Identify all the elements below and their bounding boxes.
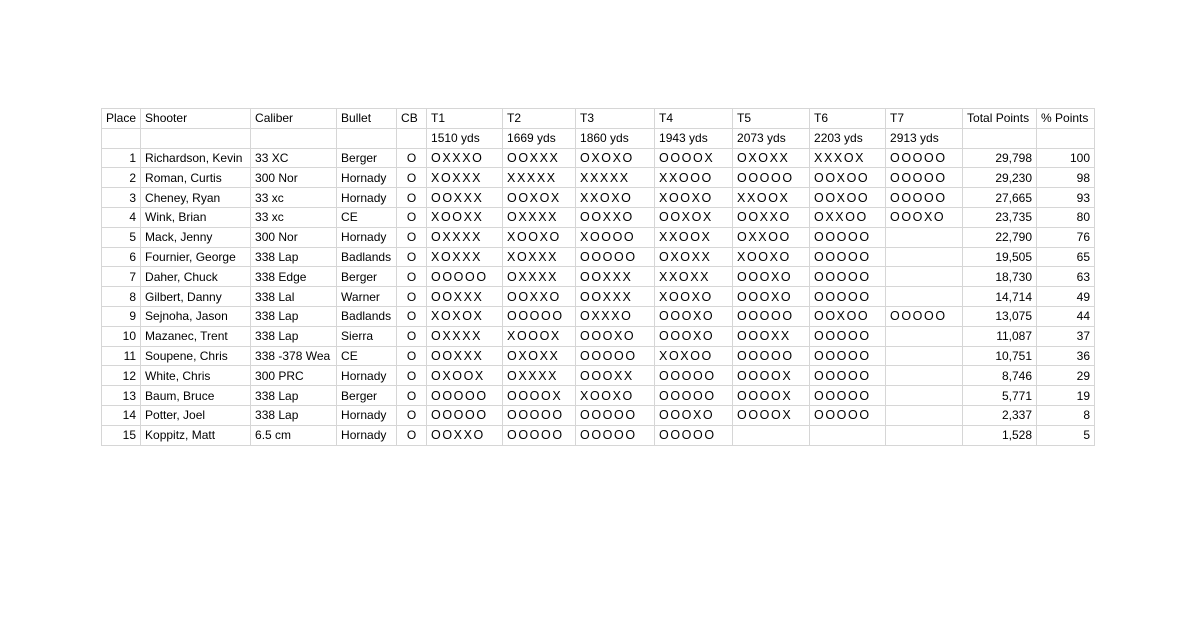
shots-t7-cell[interactable]: OOOXO bbox=[886, 207, 963, 227]
pct-points-cell[interactable]: 44 bbox=[1037, 306, 1095, 326]
shots-t2-cell[interactable]: XXXXX bbox=[503, 168, 576, 188]
shots-t2-cell[interactable]: OXXXX bbox=[503, 267, 576, 287]
shots-t1-cell[interactable]: OXXXO bbox=[427, 148, 503, 168]
table-row bbox=[102, 287, 1095, 307]
total-points-cell[interactable]: 18,730 bbox=[963, 267, 1037, 287]
caliber-cell[interactable]: 300 Nor bbox=[251, 168, 337, 188]
header-total-points[interactable]: Total Points bbox=[963, 109, 1037, 129]
shots-t3-cell[interactable]: OOOOO bbox=[576, 425, 655, 445]
total-points-cell[interactable]: 29,230 bbox=[963, 168, 1037, 188]
shots-t1-cell[interactable]: OOXXO bbox=[427, 425, 503, 445]
total-points-cell[interactable]: 10,751 bbox=[963, 346, 1037, 366]
shooter-cell[interactable]: Baum, Bruce bbox=[141, 386, 251, 406]
cb-cell[interactable]: O bbox=[397, 287, 427, 307]
shots-t7-cell[interactable] bbox=[886, 247, 963, 267]
shots-t5-cell[interactable]: XOOXO bbox=[733, 247, 810, 267]
caliber-cell[interactable]: 338 Edge bbox=[251, 267, 337, 287]
header-t4[interactable]: T4 bbox=[655, 109, 733, 129]
shots-t7-cell[interactable] bbox=[886, 386, 963, 406]
bullet-cell[interactable]: Berger bbox=[337, 148, 397, 168]
table-row bbox=[102, 168, 1095, 188]
shots-t4-cell[interactable]: OOOXO bbox=[655, 405, 733, 425]
shots-t4-cell[interactable]: OOOOO bbox=[655, 425, 733, 445]
cb-cell[interactable]: O bbox=[397, 267, 427, 287]
cb-cell[interactable]: O bbox=[397, 326, 427, 346]
shots-t5-cell[interactable]: OOOXX bbox=[733, 326, 810, 346]
empty-cell[interactable] bbox=[1037, 128, 1095, 148]
bullet-cell[interactable]: Badlands bbox=[337, 306, 397, 326]
table-row bbox=[102, 247, 1095, 267]
cb-cell[interactable]: O bbox=[397, 366, 427, 386]
shots-t3-cell[interactable]: XXOXO bbox=[576, 188, 655, 208]
shots-t7-cell[interactable] bbox=[886, 267, 963, 287]
shooter-cell[interactable]: Mack, Jenny bbox=[141, 227, 251, 247]
caliber-cell[interactable]: 338 Lal bbox=[251, 287, 337, 307]
total-points-cell[interactable]: 1,528 bbox=[963, 425, 1037, 445]
pct-points-cell[interactable]: 80 bbox=[1037, 207, 1095, 227]
table-body bbox=[102, 109, 1095, 446]
distance-t7[interactable]: 2913 yds bbox=[886, 128, 963, 148]
shots-t4-cell[interactable]: OOOOX bbox=[655, 148, 733, 168]
shots-t7-cell[interactable] bbox=[886, 425, 963, 445]
empty-cell[interactable] bbox=[102, 128, 141, 148]
shooter-cell[interactable]: White, Chris bbox=[141, 366, 251, 386]
shots-t1-cell[interactable]: OOXXX bbox=[427, 287, 503, 307]
empty-cell[interactable] bbox=[963, 128, 1037, 148]
total-points-cell[interactable]: 13,075 bbox=[963, 306, 1037, 326]
place-cell[interactable]: 6 bbox=[102, 247, 141, 267]
total-points-cell[interactable]: 29,798 bbox=[963, 148, 1037, 168]
shots-t3-cell[interactable]: OOOOO bbox=[576, 405, 655, 425]
shots-t3-cell[interactable]: OOOXX bbox=[576, 366, 655, 386]
caliber-cell[interactable]: 338 Lap bbox=[251, 306, 337, 326]
place-cell[interactable]: 10 bbox=[102, 326, 141, 346]
pct-points-cell[interactable]: 65 bbox=[1037, 247, 1095, 267]
shots-t1-cell[interactable]: OOOOO bbox=[427, 405, 503, 425]
pct-points-cell[interactable]: 93 bbox=[1037, 188, 1095, 208]
shots-t2-cell[interactable]: OOOOO bbox=[503, 405, 576, 425]
shots-t3-cell[interactable]: OOOXO bbox=[576, 326, 655, 346]
shots-t5-cell[interactable] bbox=[733, 425, 810, 445]
header-shooter[interactable]: Shooter bbox=[141, 109, 251, 129]
header-t6[interactable]: T6 bbox=[810, 109, 886, 129]
shots-t7-cell[interactable] bbox=[886, 346, 963, 366]
shots-t6-cell[interactable]: OOOOO bbox=[810, 247, 886, 267]
caliber-cell[interactable]: 300 Nor bbox=[251, 227, 337, 247]
caliber-cell[interactable]: 338 Lap bbox=[251, 247, 337, 267]
shooter-cell[interactable]: Richardson, Kevin bbox=[141, 148, 251, 168]
bullet-cell[interactable]: Hornady bbox=[337, 405, 397, 425]
shots-t4-cell[interactable]: XOXOO bbox=[655, 346, 733, 366]
empty-cell[interactable] bbox=[141, 128, 251, 148]
shots-t6-cell[interactable]: OOOOO bbox=[810, 405, 886, 425]
caliber-cell[interactable]: 300 PRC bbox=[251, 366, 337, 386]
caliber-cell[interactable]: 33 xc bbox=[251, 207, 337, 227]
shots-t6-cell[interactable]: OOOOO bbox=[810, 326, 886, 346]
bullet-cell[interactable]: CE bbox=[337, 346, 397, 366]
cb-cell[interactable]: O bbox=[397, 247, 427, 267]
shooter-cell[interactable]: Mazanec, Trent bbox=[141, 326, 251, 346]
shots-t1-cell[interactable]: XOXOX bbox=[427, 306, 503, 326]
shots-t3-cell[interactable]: OOOOO bbox=[576, 247, 655, 267]
shots-t6-cell[interactable]: OOOOO bbox=[810, 227, 886, 247]
table-row bbox=[102, 405, 1095, 425]
table-row bbox=[102, 306, 1095, 326]
total-points-cell[interactable]: 11,087 bbox=[963, 326, 1037, 346]
shots-t3-cell[interactable]: OOXXX bbox=[576, 267, 655, 287]
cb-cell[interactable]: O bbox=[397, 188, 427, 208]
shots-t7-cell[interactable] bbox=[886, 227, 963, 247]
shots-t2-cell[interactable]: OOOOO bbox=[503, 425, 576, 445]
place-cell[interactable]: 7 bbox=[102, 267, 141, 287]
shots-t1-cell[interactable]: OOXXX bbox=[427, 346, 503, 366]
place-cell[interactable]: 9 bbox=[102, 306, 141, 326]
bullet-cell[interactable]: Hornady bbox=[337, 227, 397, 247]
empty-cell[interactable] bbox=[251, 128, 337, 148]
table-row bbox=[102, 267, 1095, 287]
caliber-cell[interactable]: 338 Lap bbox=[251, 405, 337, 425]
empty-cell[interactable] bbox=[337, 128, 397, 148]
total-points-cell[interactable]: 5,771 bbox=[963, 386, 1037, 406]
shots-t2-cell[interactable]: OOXXX bbox=[503, 148, 576, 168]
table-row bbox=[102, 188, 1095, 208]
caliber-cell[interactable]: 338 -378 Wea bbox=[251, 346, 337, 366]
shooter-cell[interactable]: Wink, Brian bbox=[141, 207, 251, 227]
bullet-cell[interactable]: Hornady bbox=[337, 188, 397, 208]
shooter-cell[interactable]: Cheney, Ryan bbox=[141, 188, 251, 208]
pct-points-cell[interactable]: 29 bbox=[1037, 366, 1095, 386]
shots-t3-cell[interactable]: OOXXO bbox=[576, 207, 655, 227]
shots-t7-cell[interactable] bbox=[886, 287, 963, 307]
distance-t5[interactable]: 2073 yds bbox=[733, 128, 810, 148]
shots-t5-cell[interactable]: OOOOO bbox=[733, 168, 810, 188]
place-cell[interactable]: 11 bbox=[102, 346, 141, 366]
shots-t1-cell[interactable]: OXXXX bbox=[427, 326, 503, 346]
cb-cell[interactable]: O bbox=[397, 405, 427, 425]
shots-t4-cell[interactable]: XXOOX bbox=[655, 227, 733, 247]
shots-t4-cell[interactable]: OXOXX bbox=[655, 247, 733, 267]
pct-points-cell[interactable]: 5 bbox=[1037, 425, 1095, 445]
total-points-cell[interactable]: 14,714 bbox=[963, 287, 1037, 307]
cb-cell[interactable]: O bbox=[397, 227, 427, 247]
shots-t2-cell[interactable]: OXXXX bbox=[503, 207, 576, 227]
shots-t2-cell[interactable]: OXOXX bbox=[503, 346, 576, 366]
shots-t1-cell[interactable]: OXOOX bbox=[427, 366, 503, 386]
shots-t5-cell[interactable]: OOOOO bbox=[733, 306, 810, 326]
shots-t7-cell[interactable]: OOOOO bbox=[886, 306, 963, 326]
cb-cell[interactable]: O bbox=[397, 425, 427, 445]
place-cell[interactable]: 1 bbox=[102, 148, 141, 168]
total-points-cell[interactable]: 19,505 bbox=[963, 247, 1037, 267]
shots-t3-cell[interactable]: XXXXX bbox=[576, 168, 655, 188]
place-cell[interactable]: 12 bbox=[102, 366, 141, 386]
shots-t3-cell[interactable]: OXXXO bbox=[576, 306, 655, 326]
shots-t1-cell[interactable]: OOOOO bbox=[427, 267, 503, 287]
place-cell[interactable]: 14 bbox=[102, 405, 141, 425]
header-t1[interactable]: T1 bbox=[427, 109, 503, 129]
shots-t2-cell[interactable]: XOOXO bbox=[503, 227, 576, 247]
shots-t7-cell[interactable] bbox=[886, 405, 963, 425]
table-row bbox=[102, 148, 1095, 168]
header-place[interactable]: Place bbox=[102, 109, 141, 129]
shots-t7-cell[interactable]: OOOOO bbox=[886, 188, 963, 208]
shots-t1-cell[interactable]: OXXXX bbox=[427, 227, 503, 247]
cb-cell[interactable]: O bbox=[397, 148, 427, 168]
shots-t1-cell[interactable]: XOOXX bbox=[427, 207, 503, 227]
shots-t6-cell[interactable]: OOXOO bbox=[810, 168, 886, 188]
place-cell[interactable]: 13 bbox=[102, 386, 141, 406]
shots-t5-cell[interactable]: OOOXO bbox=[733, 267, 810, 287]
pct-points-cell[interactable]: 37 bbox=[1037, 326, 1095, 346]
shots-t2-cell[interactable]: OOXXO bbox=[503, 287, 576, 307]
shooter-cell[interactable]: Daher, Chuck bbox=[141, 267, 251, 287]
cb-cell[interactable]: O bbox=[397, 346, 427, 366]
shots-t4-cell[interactable]: XOOXO bbox=[655, 287, 733, 307]
shots-t5-cell[interactable]: OXXOO bbox=[733, 227, 810, 247]
distance-t4[interactable]: 1943 yds bbox=[655, 128, 733, 148]
cb-cell[interactable]: O bbox=[397, 386, 427, 406]
bullet-cell[interactable]: Berger bbox=[337, 386, 397, 406]
shots-t5-cell[interactable]: OOOOX bbox=[733, 405, 810, 425]
shots-t6-cell[interactable]: OOXOO bbox=[810, 188, 886, 208]
header-t2[interactable]: T2 bbox=[503, 109, 576, 129]
shooter-cell[interactable]: Fournier, George bbox=[141, 247, 251, 267]
shots-t7-cell[interactable]: OOOOO bbox=[886, 148, 963, 168]
shots-t6-cell[interactable]: OOXOO bbox=[810, 306, 886, 326]
distance-t2[interactable]: 1669 yds bbox=[503, 128, 576, 148]
shots-t4-cell[interactable]: OOOOO bbox=[655, 366, 733, 386]
shots-t4-cell[interactable]: OOOXO bbox=[655, 306, 733, 326]
place-cell[interactable]: 5 bbox=[102, 227, 141, 247]
table-row bbox=[102, 326, 1095, 346]
pct-points-cell[interactable]: 8 bbox=[1037, 405, 1095, 425]
shots-t3-cell[interactable]: XOOXO bbox=[576, 386, 655, 406]
caliber-cell[interactable]: 33 xc bbox=[251, 188, 337, 208]
pct-points-cell[interactable]: 100 bbox=[1037, 148, 1095, 168]
shots-t6-cell[interactable]: OXXOO bbox=[810, 207, 886, 227]
shots-t2-cell[interactable]: XOXXX bbox=[503, 247, 576, 267]
table-row bbox=[102, 207, 1095, 227]
pct-points-cell[interactable]: 36 bbox=[1037, 346, 1095, 366]
shots-t4-cell[interactable]: XOOXO bbox=[655, 188, 733, 208]
shots-t1-cell[interactable]: XOXXX bbox=[427, 168, 503, 188]
shots-t2-cell[interactable]: OOOOX bbox=[503, 386, 576, 406]
shooter-cell[interactable]: Sejnoha, Jason bbox=[141, 306, 251, 326]
shots-t6-cell[interactable] bbox=[810, 425, 886, 445]
place-cell[interactable]: 3 bbox=[102, 188, 141, 208]
bullet-cell[interactable]: Badlands bbox=[337, 247, 397, 267]
shooter-cell[interactable]: Gilbert, Danny bbox=[141, 287, 251, 307]
distance-row bbox=[102, 128, 1095, 148]
caliber-cell[interactable]: 338 Lap bbox=[251, 386, 337, 406]
shots-t2-cell[interactable]: OXXXX bbox=[503, 366, 576, 386]
header-pct-points[interactable]: % Points bbox=[1037, 109, 1095, 129]
distance-t3[interactable]: 1860 yds bbox=[576, 128, 655, 148]
bullet-cell[interactable]: Hornady bbox=[337, 168, 397, 188]
bullet-cell[interactable]: Sierra bbox=[337, 326, 397, 346]
total-points-cell[interactable]: 2,337 bbox=[963, 405, 1037, 425]
shots-t5-cell[interactable]: OOOOX bbox=[733, 366, 810, 386]
shooter-cell[interactable]: Roman, Curtis bbox=[141, 168, 251, 188]
shots-t7-cell[interactable]: OOOOO bbox=[886, 168, 963, 188]
header-t5[interactable]: T5 bbox=[733, 109, 810, 129]
distance-t6[interactable]: 2203 yds bbox=[810, 128, 886, 148]
table-row bbox=[102, 366, 1095, 386]
place-cell[interactable]: 8 bbox=[102, 287, 141, 307]
shooter-cell[interactable]: Soupene, Chris bbox=[141, 346, 251, 366]
shots-t2-cell[interactable]: OOXOX bbox=[503, 188, 576, 208]
shots-t3-cell[interactable]: XOOOO bbox=[576, 227, 655, 247]
shots-t5-cell[interactable]: OXOXX bbox=[733, 148, 810, 168]
header-row bbox=[102, 109, 1095, 129]
pct-points-cell[interactable]: 98 bbox=[1037, 168, 1095, 188]
shots-t6-cell[interactable]: OOOOO bbox=[810, 366, 886, 386]
bullet-cell[interactable]: Berger bbox=[337, 267, 397, 287]
shots-t6-cell[interactable]: OOOOO bbox=[810, 287, 886, 307]
cb-cell[interactable]: O bbox=[397, 168, 427, 188]
total-points-cell[interactable]: 22,790 bbox=[963, 227, 1037, 247]
table-row bbox=[102, 425, 1095, 445]
table-row bbox=[102, 227, 1095, 247]
header-t3[interactable]: T3 bbox=[576, 109, 655, 129]
shots-t1-cell[interactable]: OOOOO bbox=[427, 386, 503, 406]
shots-t4-cell[interactable]: XXOOO bbox=[655, 168, 733, 188]
shots-t4-cell[interactable]: XXOXX bbox=[655, 267, 733, 287]
header-t7[interactable]: T7 bbox=[886, 109, 963, 129]
bullet-cell[interactable]: CE bbox=[337, 207, 397, 227]
shots-t6-cell[interactable]: XXXOX bbox=[810, 148, 886, 168]
bullet-cell[interactable]: Hornady bbox=[337, 366, 397, 386]
cb-cell[interactable]: O bbox=[397, 207, 427, 227]
shots-t5-cell[interactable]: OOOXO bbox=[733, 287, 810, 307]
table-row bbox=[102, 386, 1095, 406]
results-table bbox=[101, 108, 1095, 446]
shots-t2-cell[interactable]: OOOOO bbox=[503, 306, 576, 326]
place-cell[interactable]: 4 bbox=[102, 207, 141, 227]
shots-t1-cell[interactable]: OOXXX bbox=[427, 188, 503, 208]
shots-t4-cell[interactable]: OOXOX bbox=[655, 207, 733, 227]
pct-points-cell[interactable]: 63 bbox=[1037, 267, 1095, 287]
shots-t6-cell[interactable]: OOOOO bbox=[810, 346, 886, 366]
pct-points-cell[interactable]: 19 bbox=[1037, 386, 1095, 406]
header-bullet[interactable]: Bullet bbox=[337, 109, 397, 129]
shots-t2-cell[interactable]: XOOOX bbox=[503, 326, 576, 346]
bullet-cell[interactable]: Warner bbox=[337, 287, 397, 307]
shots-t3-cell[interactable]: OOOOO bbox=[576, 346, 655, 366]
caliber-cell[interactable]: 6.5 cm bbox=[251, 425, 337, 445]
shots-t1-cell[interactable]: XOXXX bbox=[427, 247, 503, 267]
shots-t6-cell[interactable]: OOOOO bbox=[810, 386, 886, 406]
header-cb[interactable]: CB bbox=[397, 109, 427, 129]
shots-t7-cell[interactable] bbox=[886, 326, 963, 346]
shots-t6-cell[interactable]: OOOOO bbox=[810, 267, 886, 287]
total-points-cell[interactable]: 8,746 bbox=[963, 366, 1037, 386]
place-cell[interactable]: 15 bbox=[102, 425, 141, 445]
shots-t5-cell[interactable]: OOXXO bbox=[733, 207, 810, 227]
shots-t5-cell[interactable]: OOOOX bbox=[733, 386, 810, 406]
shots-t4-cell[interactable]: OOOXO bbox=[655, 326, 733, 346]
caliber-cell[interactable]: 33 XC bbox=[251, 148, 337, 168]
table-row bbox=[102, 346, 1095, 366]
empty-cell[interactable] bbox=[397, 128, 427, 148]
shots-t5-cell[interactable]: XXOOX bbox=[733, 188, 810, 208]
total-points-cell[interactable]: 27,665 bbox=[963, 188, 1037, 208]
header-caliber[interactable]: Caliber bbox=[251, 109, 337, 129]
cb-cell[interactable]: O bbox=[397, 306, 427, 326]
shooter-cell[interactable]: Koppitz, Matt bbox=[141, 425, 251, 445]
shots-t3-cell[interactable]: OXOXO bbox=[576, 148, 655, 168]
shots-t7-cell[interactable] bbox=[886, 366, 963, 386]
shooter-cell[interactable]: Potter, Joel bbox=[141, 405, 251, 425]
distance-t1[interactable]: 1510 yds bbox=[427, 128, 503, 148]
total-points-cell[interactable]: 23,735 bbox=[963, 207, 1037, 227]
pct-points-cell[interactable]: 49 bbox=[1037, 287, 1095, 307]
shots-t3-cell[interactable]: OOXXX bbox=[576, 287, 655, 307]
pct-points-cell[interactable]: 76 bbox=[1037, 227, 1095, 247]
shots-t4-cell[interactable]: OOOOO bbox=[655, 386, 733, 406]
shots-t5-cell[interactable]: OOOOO bbox=[733, 346, 810, 366]
place-cell[interactable]: 2 bbox=[102, 168, 141, 188]
bullet-cell[interactable]: Hornady bbox=[337, 425, 397, 445]
caliber-cell[interactable]: 338 Lap bbox=[251, 326, 337, 346]
